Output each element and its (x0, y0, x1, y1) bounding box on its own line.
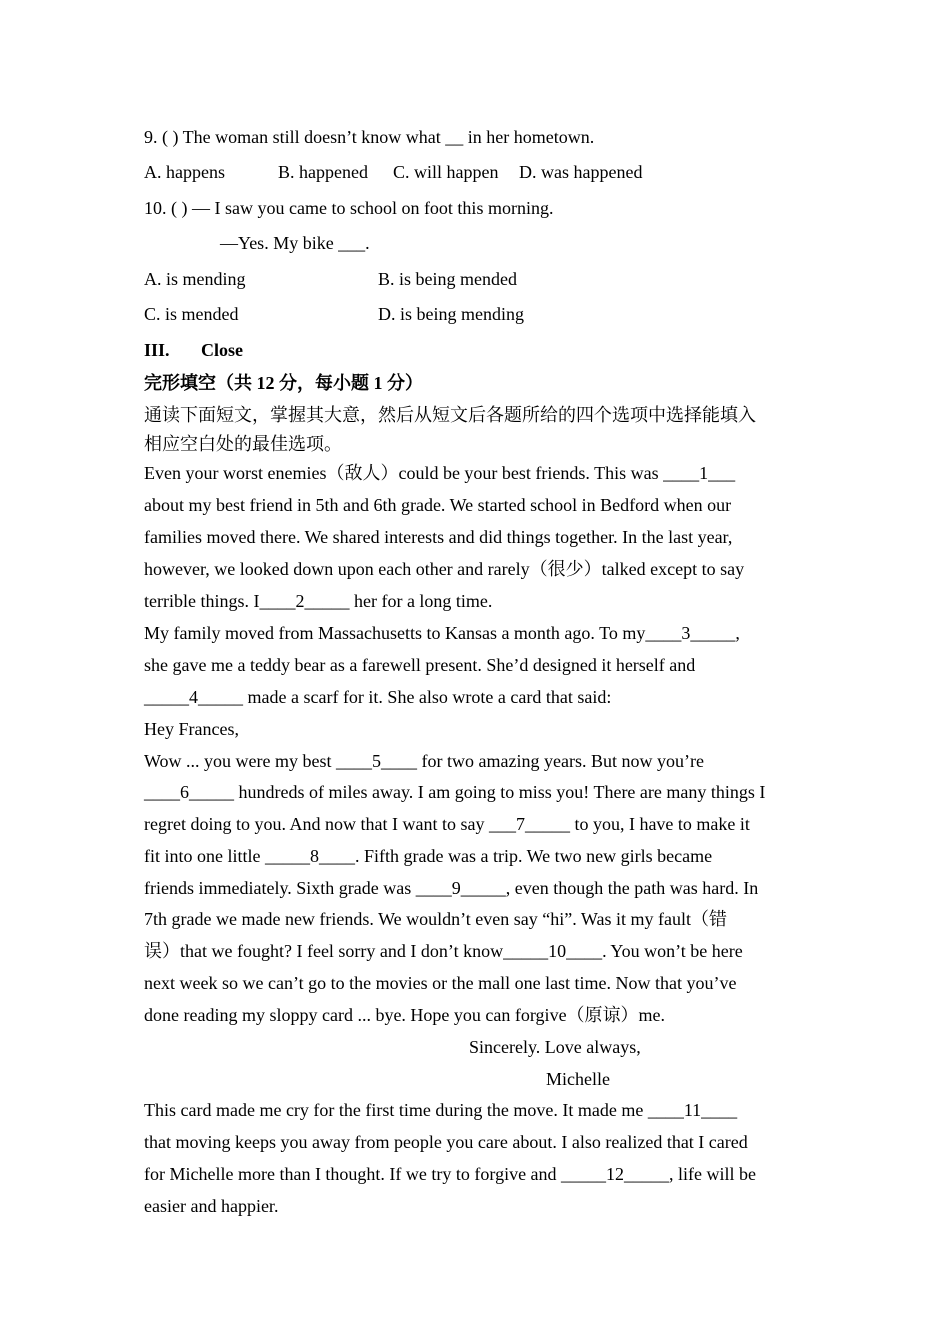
section-heading (144, 338, 243, 362)
passage-line: done reading my sloppy card ... bye. Hope you can forgive（原谅）me. (144, 1005, 666, 1025)
passage-line: Even your worst enemies（敌人）could be your best friends. This was ____1___ (144, 463, 736, 483)
section-title: Close (201, 340, 243, 360)
passage-line: _____4_____ made a scarf for it. She also wrote a card that said: (144, 687, 612, 707)
passage-line: for Michelle more than I thought. If we try to forgive and _____12_____, life will be (144, 1164, 757, 1184)
passage-line: that moving keeps you away from people you care about. I also realized that I cared (144, 1132, 748, 1152)
passage-line: 7th grade we made new friends. We wouldn’t even say “hi”. Was it my fault（错 (144, 909, 727, 929)
passage-line: My family moved from Massachusetts to Kansas a month ago. To my____3_____, (144, 623, 740, 643)
option-b: B. happened (278, 162, 368, 182)
section-number: III. (144, 340, 170, 360)
question-9-options (144, 160, 844, 184)
section-cn-title: 完形填空（共 12 分，每小题 1 分） (144, 373, 423, 393)
letter-closing: Sincerely. Love always, (469, 1037, 641, 1057)
passage-line: easier and happier. (144, 1196, 279, 1216)
question-9-stem: 9. ( ) The woman still doesn’t know what __ in her hometown. (144, 127, 595, 147)
passage-line: next week so we can’t go to the movies or the mall one last time. Now that you’ve (144, 973, 737, 993)
passage-line: about my best friend in 5th and 6th grade. We started school in Bedford when our (144, 495, 732, 515)
passage-line: fit into one little _____8____. Fifth grade was a trip. We two new girls became (144, 846, 713, 866)
passage-line: Hey Frances, (144, 719, 239, 739)
passage-line: 误）that we fought? I feel sorry and I don’t know_____10____. You won’t be here (144, 941, 743, 961)
passage-line: terrible things. I____2_____ her for a long time. (144, 591, 493, 611)
passage-line: families moved there. We shared interests and did things together. In the last year, (144, 527, 733, 547)
option-b: B. is being mended (378, 269, 517, 289)
option-d: D. was happened (519, 162, 643, 182)
passage-line: Wow ... you were my best ____5____ for two amazing years. But now you’re (144, 751, 704, 771)
passage-line: she gave me a teddy bear as a farewell present. She’d designed it herself and (144, 655, 696, 675)
letter-signature: Michelle (546, 1069, 610, 1089)
question-10-stem: 10. ( ) — I saw you came to school on foot this morning. (144, 198, 554, 218)
passage-line: friends immediately. Sixth grade was ____9_____, even though the path was hard. In (144, 878, 759, 898)
passage-line: however, we looked down upon each other and rarely（很少）talked except to say (144, 559, 745, 579)
question-10-options-row-1 (144, 267, 844, 291)
question-10-options-row-2 (144, 302, 844, 326)
question-10-reply: —Yes. My bike ___. (220, 233, 370, 253)
passage-line: ____6_____ hundreds of miles away. I am going to miss you! There are many things I (144, 782, 766, 802)
instruction-line: 相应空白处的最佳选项。 (144, 434, 342, 454)
option-a: A. is mending (144, 269, 246, 289)
passage-line: regret doing to you. And now that I want to say ___7_____ to you, I have to make it (144, 814, 750, 834)
option-a: A. happens (144, 162, 225, 182)
passage-line: This card made me cry for the first time during the move. It made me ____11____ (144, 1100, 738, 1120)
option-c: C. is mended (144, 304, 239, 324)
instruction-line: 通读下面短文，掌握其大意，然后从短文后各题所给的四个选项中选择能填入 (144, 405, 756, 425)
option-c: C. will happen (393, 162, 499, 182)
option-d: D. is being mending (378, 304, 524, 324)
